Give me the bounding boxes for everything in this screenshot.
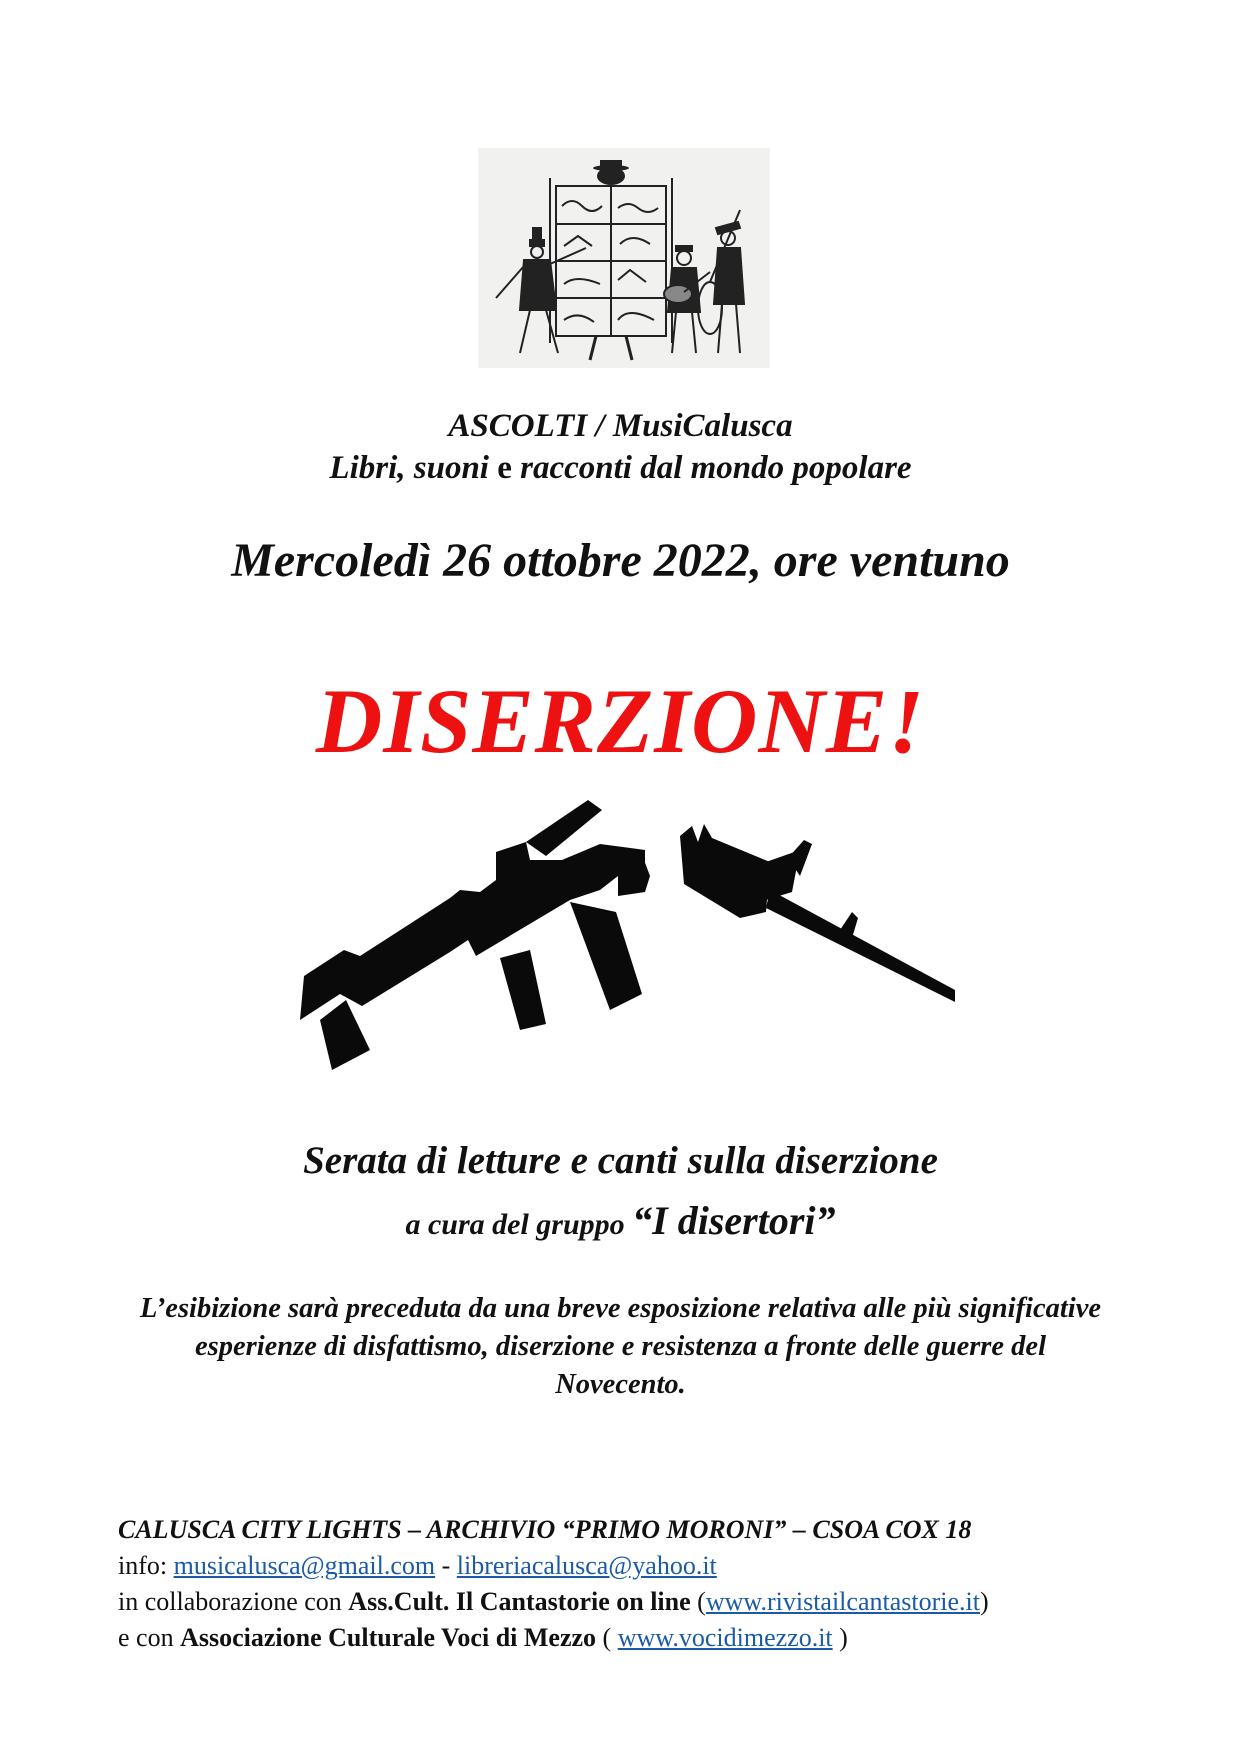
collab2-org: Associazione Culturale Voci di Mezzo: [180, 1623, 597, 1652]
series-header: [0, 405, 1241, 489]
event-date: Mercoledì 26 ottobre 2022, ore ventuno: [231, 534, 1010, 587]
tagline-part-2: racconti dal mondo popolare: [520, 450, 912, 486]
info-line: [118, 1548, 1218, 1584]
vocidimezzo-link[interactable]: www.vocidimezzo.it: [617, 1623, 833, 1652]
event-description: L’esibizione sarà preceduta da una breve esposizione relativa alle più significative esperienze di disfattismo, diserzione e resistenza a fronte delle guerre del Novecento.: [139, 1293, 1102, 1400]
cantastorie-illustration: [478, 148, 770, 368]
cantastorie-link[interactable]: www.rivistailcantastorie.it: [705, 1587, 980, 1616]
curator-prefix: a cura del gruppo: [405, 1208, 625, 1241]
organizers: CALUSCA CITY LIGHTS – ARCHIVIO “PRIMO MORONI” – CSOA COX 18: [118, 1515, 972, 1544]
info-label: info:: [118, 1551, 168, 1580]
collab-org: Ass.Cult. Il Cantastorie on line: [348, 1587, 691, 1616]
email-libreria-link[interactable]: libreriacalusca@yahoo.it: [456, 1551, 717, 1580]
email-separator: -: [441, 1551, 457, 1580]
event-title: DISERZIONE!: [315, 670, 926, 772]
collaboration-line: in collaborazione con Ass.Cult. Il Cantastorie on line (www.rivistailcantastorie.it): [118, 1587, 989, 1616]
email-musicalusca-link[interactable]: musicalusca@gmail.com: [173, 1551, 436, 1580]
series-title: ASCOLTI / MusiCalusca: [448, 408, 793, 444]
event-subtitle: Serata di letture e canti sulla diserzione: [303, 1139, 938, 1182]
broken-rifle-icon: [300, 780, 955, 1095]
curator-group: “I disertori”: [632, 1198, 836, 1243]
series-tagline: [0, 447, 1241, 489]
collab-prefix: in collaborazione con: [118, 1587, 342, 1616]
tagline-part-1: Libri, suoni: [329, 450, 489, 486]
event-curator: [0, 1197, 1241, 1244]
collab2-prefix: e con: [118, 1623, 174, 1652]
tagline-conjunction: e: [497, 450, 512, 486]
footer: [118, 1512, 1218, 1656]
collaboration-line-2: e con Associazione Culturale Voci di Mezzo ( www.vocidimezzo.it ): [118, 1623, 848, 1652]
